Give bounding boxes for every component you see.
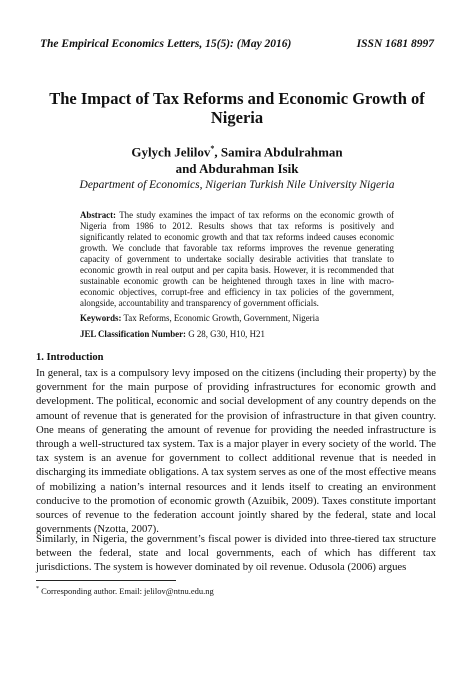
jel-codes: G 28, G30, H10, H21 — [188, 329, 265, 339]
issn: ISSN 1681 8997 — [356, 38, 434, 50]
jel-label: JEL Classification Number: — [80, 329, 187, 339]
author-name: and Abdurahman Isik — [175, 161, 299, 177]
journal-citation: The Empirical Economics Letters, 15(5): (May 2016) — [40, 38, 292, 50]
jel-classification — [80, 329, 394, 340]
abstract-text: The study examines the impact of tax reforms on the economic growth of Nigeria from 1986 to 2012. Results shows that tax reforms is positively and significantly related to economic growth and that tax reforms indeed causes economic growth. We conclude that favorable tax reforms improves the revenue generating capacity of government to undertake socially desirable activities that translate to economic growth in real output and per capita basis. However, it is recommended that sustainable economic growth can be heightened through taxes in line with macro-economic objectives, corrupt-free and efficiency in tax policies of the government, alongside, accountability and transparency of government officials. — [80, 210, 394, 308]
running-header — [40, 38, 434, 50]
footnote — [36, 586, 214, 596]
affiliation: Department of Economics, Nigerian Turkish Nile University Nigeria — [79, 179, 395, 191]
abstract — [80, 210, 394, 309]
keywords-label: Keywords: — [80, 313, 122, 323]
author-list — [40, 140, 434, 177]
keywords — [80, 313, 394, 324]
author-name: Gylych Jelilov — [131, 144, 211, 160]
footnote-rule — [36, 580, 176, 581]
body-paragraph: Similarly, in Nigeria, the government’s fiscal power is divided into three-tiered tax structure between the federal, state and local governments, each of which has different tax jurisdictions. The system is however dominated by oil revenue. Odusola (2006) argues — [36, 533, 436, 574]
section-heading: 1. Introduction — [36, 352, 104, 363]
footnote-text: Corresponding author. Email: jelilov@ntnu.edu.ng — [41, 586, 214, 596]
paper-title: The Impact of Tax Reforms and Economic Growth of Nigeria — [49, 89, 425, 127]
footnote-mark: * — [36, 586, 39, 593]
author-name: , Samira Abdulrahman — [214, 144, 343, 160]
corresponding-mark: * — [210, 144, 215, 153]
abstract-label: Abstract: — [80, 210, 116, 220]
body-paragraph: In general, tax is a compulsory levy imposed on the citizens (including their property) by the government for the main purpose of providing infrastructures for economic growth and development. The political, economic and social development of any country depends on the amount of revenue that is generated for the provision of infrastructure in that given country. One means of generating the amount of revenue for providing the needed infrastructure is through a well-structured tax system. Tax is a major player in every society of the world. The tax system is an avenue for government to collect additional revenue that is needed in discharging its immediate obligations. A tax system serves as one of the most effective means of mobilizing a nation’s internal resources and it lends itself to creating an environment conducive to the promotion of economic growth (Azuibik, 2009). Taxes constitute important sources of revenue to the federation account jointly shared by the federal, state and local governments (Nzotta, 2007). — [36, 367, 437, 536]
keywords-text: Tax Reforms, Economic Growth, Government, Nigeria — [123, 313, 320, 323]
